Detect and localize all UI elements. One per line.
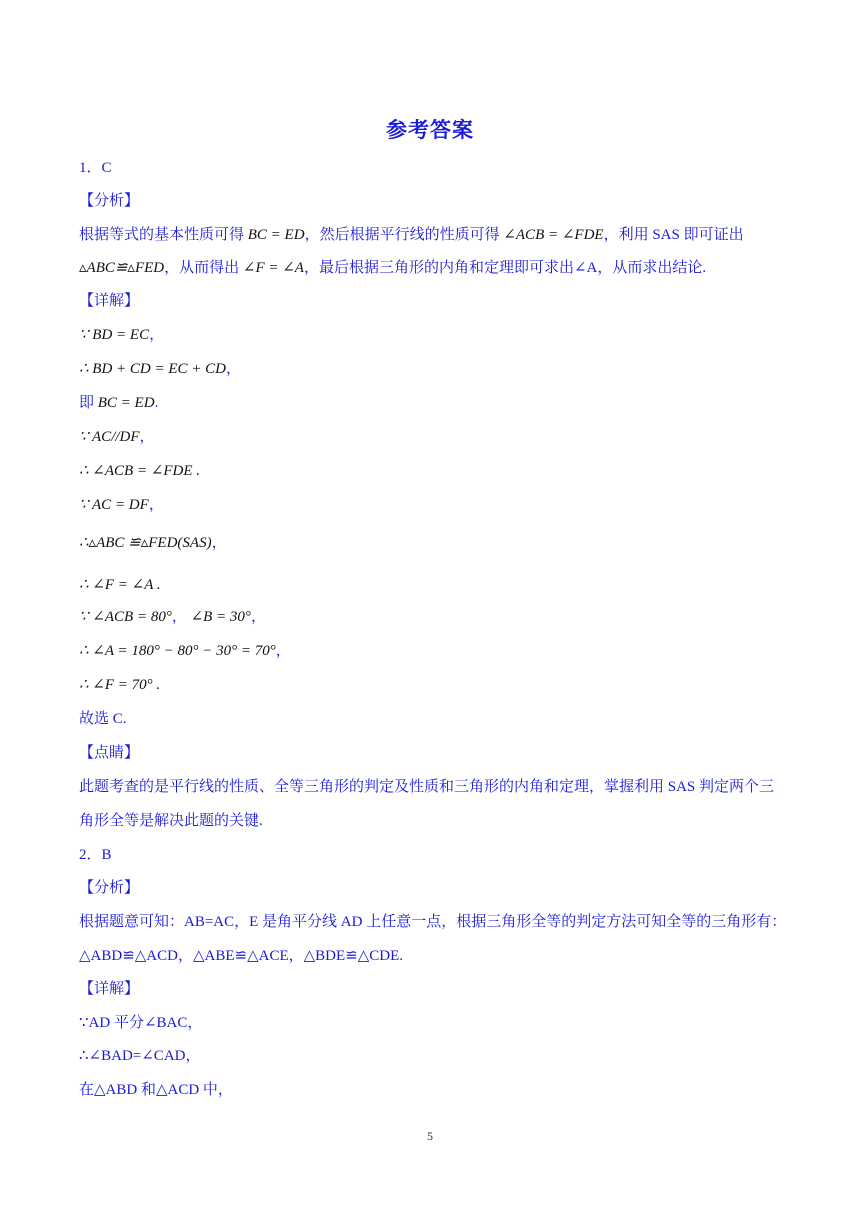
text-line: [79, 1046, 799, 1066]
text-segment: ，: [275, 643, 291, 659]
text-line: [79, 533, 799, 553]
math-expression: ∵ ∠ACB = 80°: [79, 609, 172, 625]
text-line: [79, 641, 799, 661]
text-line: [79, 325, 799, 345]
math-expression: ∵ AC//DF: [79, 429, 140, 445]
text-segment: 根据等式的基本性质可得: [79, 227, 248, 243]
text-line: [79, 225, 799, 245]
text-segment: 1．C: [79, 160, 112, 176]
page-number: 5: [427, 1129, 433, 1143]
text-line: [79, 709, 799, 729]
math-expression: ∠B = 30°: [190, 609, 251, 625]
text-line: [79, 607, 799, 627]
text-line: [79, 946, 799, 966]
text-segment: ，: [149, 327, 165, 343]
math-expression: BC = ED: [97, 395, 155, 411]
text-line: [79, 979, 799, 999]
text-segment: ，最后根据三角形的内角和定理即可求出∠A，从而求出结论.: [303, 260, 707, 276]
text-segment: 2．B: [79, 847, 112, 863]
text-segment: 【点睛】: [79, 745, 140, 761]
text-segment: ，: [171, 609, 191, 625]
math-expression: ▵ABC≌▵FED: [79, 260, 165, 276]
text-segment: ，: [250, 609, 266, 625]
text-segment: 在△ABD 和△ACD 中，: [79, 1082, 233, 1098]
text-line: [79, 158, 799, 178]
math-expression: ∴ ∠A = 180° − 80° − 30° = 70°: [79, 643, 276, 659]
text-line: [79, 575, 799, 595]
text-segment: ∴∠BAD=∠CAD，: [79, 1048, 201, 1064]
text-line: [79, 427, 799, 447]
text-line: [79, 675, 799, 695]
text-line: [79, 878, 799, 898]
text-segment: △ABD≌△ACD，△ABE≌△ACE，△BDE≌△CDE.: [79, 948, 404, 964]
math-expression: BC = ED: [247, 227, 305, 243]
text-segment: 【详解】: [79, 981, 140, 997]
text-segment: ，: [148, 497, 164, 513]
math-expression: ∴ ∠F = 70° .: [79, 677, 161, 693]
text-segment: 即: [79, 395, 98, 411]
math-expression: ∠F = ∠A: [242, 260, 304, 276]
math-expression: ∴ BD + CD = EC + CD: [79, 361, 226, 377]
math-expression: ∴ ∠ACB = ∠FDE .: [79, 463, 201, 479]
page-title: 参考答案: [386, 118, 474, 142]
text-line: [79, 191, 799, 211]
text-segment: ，然后根据平行线的性质可得: [304, 227, 504, 243]
text-segment: 【分析】: [79, 193, 140, 209]
text-line: [79, 743, 799, 763]
text-line: [79, 1013, 799, 1033]
text-segment: 【详解】: [79, 293, 140, 309]
math-expression: ∠ACB = ∠FDE: [503, 227, 604, 243]
text-segment: ，: [226, 361, 242, 377]
text-segment: 【分析】: [79, 880, 140, 896]
text-segment: ∵AD 平分∠BAC，: [79, 1015, 203, 1031]
text-line: [79, 359, 799, 379]
text-segment: ，: [139, 429, 155, 445]
text-line: [79, 461, 799, 481]
text-segment: 此题考查的是平行线的性质、全等三角形的判定及性质和三角形的内角和定理，掌握利用 SAS 判定两个三: [79, 779, 775, 795]
text-line: [79, 1080, 799, 1100]
text-line: [79, 811, 799, 831]
text-line: [79, 393, 799, 413]
math-expression: ∵ BD = EC: [79, 327, 150, 343]
text-line: [79, 845, 799, 865]
text-line: [79, 777, 799, 797]
text-line: [79, 912, 799, 932]
text-segment: ，: [211, 535, 227, 551]
text-line: [79, 258, 799, 278]
text-segment: ，从而得出: [164, 260, 243, 276]
text-line: [79, 495, 799, 515]
text-segment: .: [154, 395, 159, 411]
text-line: [79, 291, 799, 311]
text-segment: ，利用 SAS 即可证出: [603, 227, 744, 243]
text-segment: 角形全等是解决此题的关键.: [79, 813, 263, 829]
math-expression: ∵ AC = DF: [79, 497, 149, 513]
text-segment: 根据题意可知：AB=AC，E 是角平分线 AD 上任意一点，根据三角形全等的判定方法可知全等的三角形有：: [79, 914, 787, 930]
math-expression: ∴ ∠F = ∠A .: [79, 577, 161, 593]
text-segment: 故选 C.: [79, 711, 127, 727]
math-expression: ∴▵ABC ≌▵FED(SAS): [79, 535, 212, 551]
